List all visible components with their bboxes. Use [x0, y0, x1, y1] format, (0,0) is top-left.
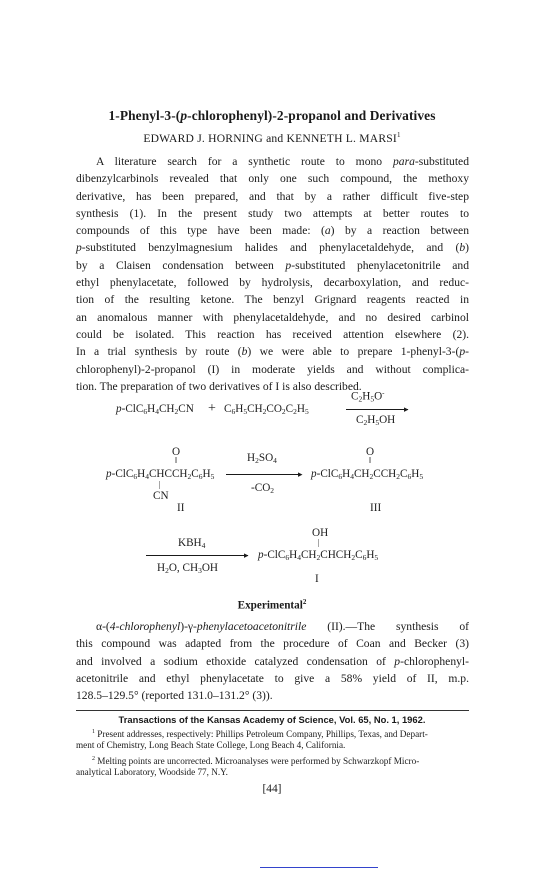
- reaction-arrow-1: [346, 409, 408, 410]
- intro-line: derivative, has been prepared, and that by a rather difficult five-step: [76, 189, 469, 203]
- ketone-oxygen: O: [366, 446, 375, 458]
- intro-line: synthesis (1). In the present study two attempts at better routes to: [76, 206, 469, 220]
- experimental-heading: [0, 598, 544, 612]
- intro-line: ethyl phenylacetate, followed by hydrolysis, decarboxylation, and reduc-: [76, 276, 469, 290]
- reagent3-bottom: $H_2O$, $CH_3OH$: [157, 562, 218, 575]
- footnote-2-line-2: analytical Laboratory, Woodside 77, N.Y.: [76, 767, 228, 777]
- author-footnote-mark: 1: [396, 131, 401, 139]
- reagent1-top: $C_2H_5O^-$: [351, 389, 385, 404]
- single-bond-mark: |: [318, 538, 320, 547]
- intro-line: tion. The preparation of two derivatives of I is also described.: [76, 379, 362, 393]
- exp-line: this compound was adapted from the procedure of Coan and Becker (3): [76, 637, 469, 651]
- intro-line: A literature search for a synthetic route to mono para-substituted: [96, 155, 469, 168]
- experimental-footnote-mark: 2: [302, 598, 307, 606]
- arrowhead-2: ▸: [298, 469, 303, 479]
- footnote-1-line-1: [92, 729, 428, 739]
- experimental-paragraph: [76, 618, 469, 704]
- reactant-nitrile: $p-ClC_6H_4CH_2CN$: [116, 403, 194, 416]
- exp-line: acetonitrile and ethyl phenylacetate to give a 58% yield of II, m.p.: [76, 671, 469, 685]
- intro-line: p-substituted benzylmagnesium halides and phenylacetaldehyde, and (b): [76, 241, 469, 255]
- footnote-2-line-1: [92, 756, 419, 766]
- double-bond-mark: ‖: [369, 456, 372, 465]
- intro-line: could be isolated. This reaction has received attention elsewhere (2).: [76, 327, 469, 341]
- footnote-1-text-a: Present addresses, respectively: Phillips Petroleum Company, Phillips, Texas, and Depart-: [97, 729, 428, 740]
- intro-line: tion of the resulting ketone. The benzyl Grignard reagents reacted in: [76, 293, 469, 307]
- plus-sign: +: [208, 401, 216, 416]
- reagent3-top: $KBH_4$: [178, 537, 206, 550]
- reagent2-top: $H_2SO_4$: [247, 452, 277, 465]
- intermediate-label: II: [177, 502, 185, 514]
- intro-line: compounds of this type have been made: (a) by a reaction between: [76, 224, 469, 238]
- intro-line: chlorophenyl)-2-propanol (I) in moderate yields and without complica-: [76, 362, 469, 376]
- bottom-link-underline[interactable]: [260, 867, 378, 868]
- footnote-2-mark: 2: [92, 756, 95, 762]
- footnote-1-line-2: ment of Chemistry, Long Beach State College, Long Beach 4, California.: [76, 740, 346, 750]
- intermediate-formula: $p-ClC_6H_4CHCCH_2C_6H_5$: [106, 468, 215, 481]
- page-number: [44]: [262, 783, 282, 795]
- product-label: I: [315, 573, 319, 585]
- experimental-heading-text: Experimental: [237, 599, 303, 612]
- reaction-arrow-3: [146, 555, 248, 556]
- journal-citation: Transactions of the Kansas Academy of Science, Vol. 65, No. 1, 1962.: [118, 714, 426, 725]
- ketone-label: III: [370, 502, 382, 514]
- reagent2-bottom: $-CO_2$: [251, 482, 275, 495]
- intermediate-oxygen: O: [172, 446, 181, 458]
- reactant-ester: $C_6H_5CH_2CO_2C_2H_5$: [224, 403, 309, 416]
- intro-line: In a trial synthesis by route (b) we were able to prepare 1-phenyl-3-(p-: [76, 345, 469, 359]
- intro-line: dibenzylcarbinols revealed that only one such compound, the methoxy: [76, 172, 469, 186]
- reaction-arrow-2: [226, 474, 301, 475]
- paper-title: 1-Phenyl-3-(p-chlorophenyl)-2-propanol and Derivatives: [108, 108, 436, 123]
- intro-paragraph: [76, 153, 469, 395]
- author-line: [0, 131, 544, 145]
- single-bond-mark: |: [159, 480, 161, 489]
- footnote-2-text-a: Melting points are uncorrected. Microanalyses were performed by Schwarzkopf Micro-: [97, 756, 420, 767]
- exp-line: and involved a sodium ethoxide catalyzed condensation of p-chlorophenyl-: [76, 654, 469, 668]
- exp-line: α-(4-chlorophenyl)-γ-phenylacetoacetonitrile (II).—The synthesis of: [96, 620, 469, 633]
- product-formula: $p-ClC_6H_4CH_2CHCH_2C_6H_5$: [258, 549, 379, 562]
- authors: EDWARD J. HORNING and KENNETH L. MARSI: [143, 131, 397, 145]
- intro-line: an anomalous manner with phenylacetaldehyde, and no desired carbinol: [76, 310, 469, 324]
- footnote-1-mark: 1: [92, 729, 95, 735]
- reagent1-bottom: $C_2H_5OH$: [356, 414, 396, 427]
- arrowhead-3: ▸: [244, 550, 249, 560]
- ketone-formula: $p-ClC_6H_4CH_2CCH_2C_6H_5$: [311, 468, 424, 481]
- exp-line: 128.5–129.5° (reported 131.0–131.2° (3)).: [76, 689, 273, 703]
- double-bond-mark: ‖: [175, 456, 178, 465]
- intro-line: by a Claisen condensation between p-substituted phenylacetonitrile and: [76, 258, 469, 272]
- footnote-rule: [76, 710, 469, 711]
- product-oh: OH: [312, 527, 329, 539]
- arrowhead-1: ▸: [404, 404, 409, 414]
- intermediate-cn: CN: [153, 490, 169, 502]
